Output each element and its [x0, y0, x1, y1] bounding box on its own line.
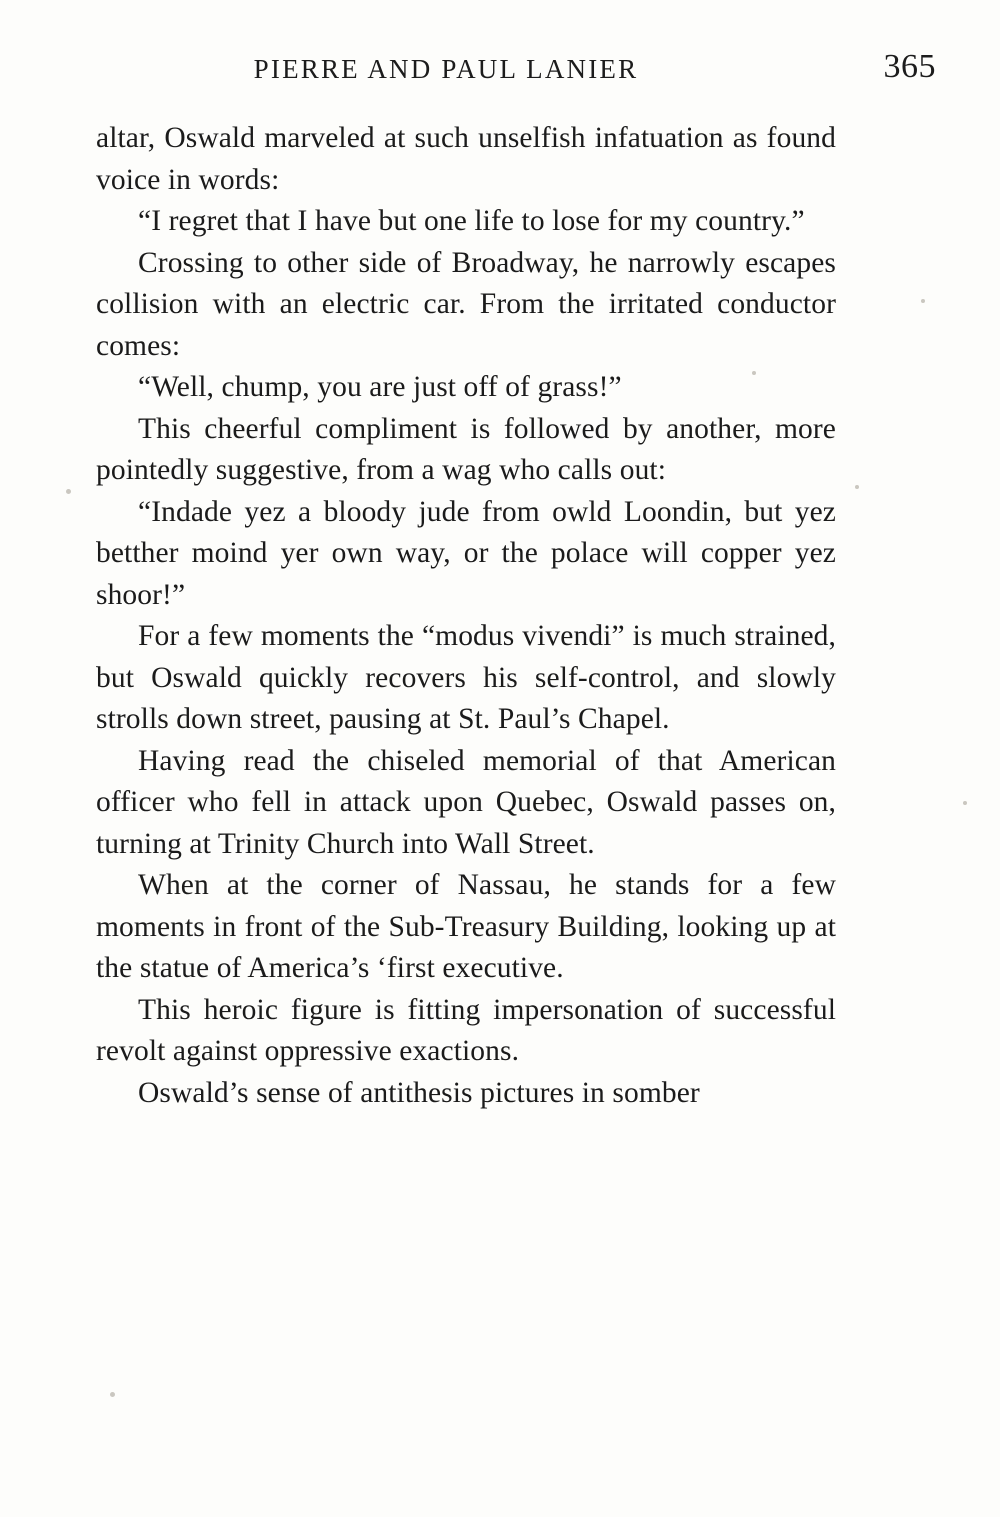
scan-speck	[963, 801, 967, 805]
paragraph: This heroic figure is fitting impersonation of successful revolt against oppressive exactions.	[96, 993, 836, 1067]
paragraph: “I regret that I have but one life to lose for my country.”	[138, 205, 805, 237]
scan-speck	[110, 1392, 115, 1397]
page-header	[96, 48, 936, 96]
paragraph: When at the corner of Nassau, he stands for a few moments in front of the Sub-Treasury Building, looking up at the statue of America’s ‘first executive.	[96, 869, 836, 984]
running-head: PIERRE AND PAUL LANIER	[253, 54, 639, 84]
page-number: 365	[883, 48, 936, 85]
page-body	[96, 118, 836, 1114]
paragraph: Having read the chiseled memorial of that American officer who fell in attack upon Quebec, Oswald passes on, turning at Trinity Church into Wall Street.	[96, 744, 836, 860]
scan-speck	[752, 371, 756, 375]
paragraph: Crossing to other side of Broadway, he narrowly escapes collision with an electric car. From the irritated conductor comes:	[96, 246, 836, 362]
paragraph: altar, Oswald marveled at such unselfish infatuation as found voice in words:	[96, 122, 836, 196]
paragraph: “Well, chump, you are just off of grass!”	[138, 371, 622, 403]
paragraph: Oswald’s sense of antithesis pictures in somber	[138, 1076, 700, 1109]
paragraph: This cheerful compliment is followed by another, more pointedly suggestive, from a wag who calls out:	[96, 412, 836, 486]
scan-speck	[855, 485, 859, 489]
scan-speck	[66, 489, 71, 494]
paragraph: For a few moments the “modus vivendi” is much strained, but Oswald quickly recovers his self-control, and slowly strolls down street, pausing at St. Paul’s Chapel.	[96, 620, 836, 735]
scan-speck	[921, 299, 925, 303]
paragraph: “Indade yez a bloody jude from owld Loondin, but yez betther moind yer own way, or the polace will copper yez shoor!”	[96, 495, 836, 611]
